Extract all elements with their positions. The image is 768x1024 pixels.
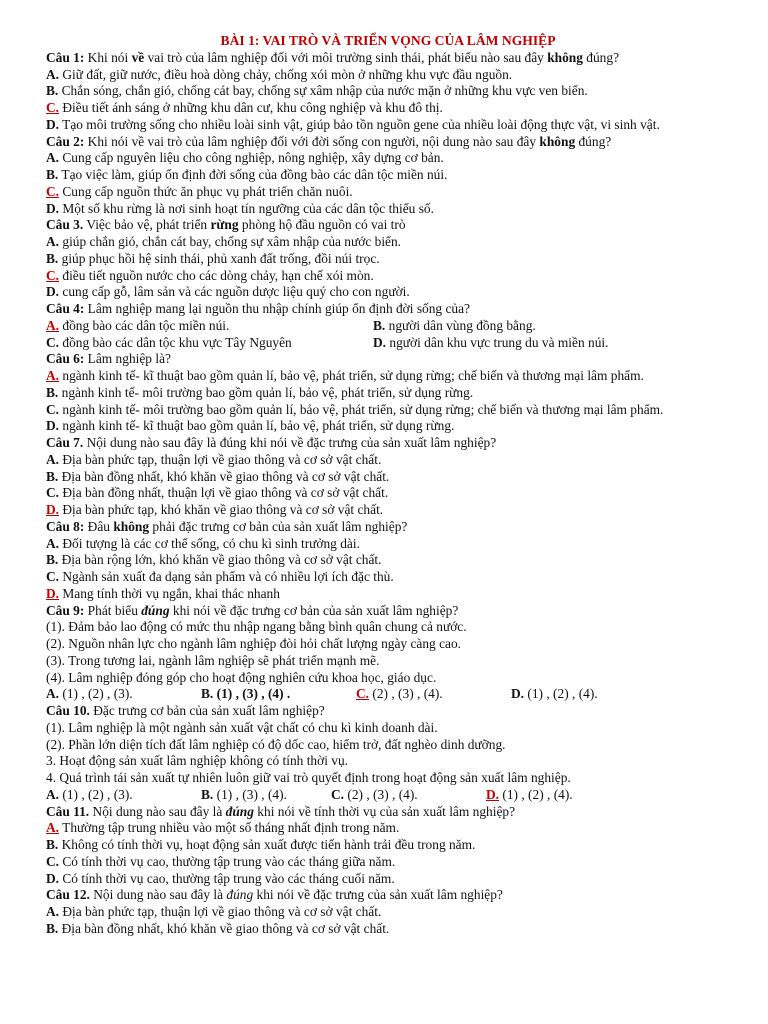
question-8-option-c: C. Ngành sản xuất đa dạng sản phẩm và có nhiều lợi ích đặc thù.	[46, 569, 394, 584]
question-9-statement: (4). Lâm nghiệp đóng góp cho hoạt động nghiên cứu khoa học, giáo dục.	[46, 669, 437, 685]
question-11: Câu 11. Nội dung nào sau đây là đúng khi nói về tính thời vụ của sản xuất lâm nghiệp?	[46, 803, 516, 819]
question-10-statement: 4. Quá trình tái sản xuất tự nhiên luôn giữ vai trò quyết định trong hoạt động sản xuất lâm nghiệp.	[46, 770, 571, 785]
question-8-option-d: D. Mang tính thời vụ ngắn, khai thác nhanh	[46, 585, 280, 601]
question-7: Câu 7. Nội dung nào sau đây là đúng khi nói về đặc trưng của sản xuất lâm nghiệp?	[46, 435, 497, 450]
answer-mark: C.	[46, 183, 60, 199]
question-7-option-b: B. Địa bàn đồng nhất, khó khăn về giao thông và cơ sở vật chất.	[46, 468, 390, 484]
question-4-option-c: C. đồng bào các dân tộc khu vực Tây Nguyên	[46, 334, 292, 350]
question-3: Câu 3. Việc bảo vệ, phát triển rừng phòng hộ đầu nguồn có vai trò	[46, 217, 406, 233]
question-2-option-a: A. Cung cấp nguyên liệu cho công nghiệp, nông nghiệp, xây dựng cơ bản.	[46, 150, 444, 166]
question-2-option-d: D. Một số khu rừng là nơi sinh hoạt tín ngưỡng của các dân tộc thiểu số.	[46, 200, 434, 216]
question-10: Câu 10. Đặc trưng cơ bản của sản xuất lâm nghiệp?	[46, 703, 325, 718]
question-4-option-b: B. người dân vùng đồng bằng.	[373, 317, 536, 333]
answer-mark: C.	[46, 267, 60, 283]
answer-mark: C.	[46, 100, 60, 115]
question-1-option-b: B. Chắn sóng, chắn gió, chống cát bay, chống sự xâm nhập của nước mặn ở những khu vực ven biển.	[46, 83, 588, 99]
question-12-option-b: B. Địa bàn đồng nhất, khó khăn về giao thông và cơ sở vật chất.	[46, 920, 390, 936]
question-2-option-b: B. Tạo việc làm, giúp ổn định đời sống của đồng bào các dân tộc miền núi.	[46, 167, 448, 182]
question-10-statement: (1). Lâm nghiệp là một ngành sản xuất vật chất có chu kì kinh doanh dài.	[46, 719, 438, 735]
question-6-option-b: B. ngành kinh tế- môi trường bao gồm quản lí, bảo vệ, phát triển, sử dụng rừng.	[46, 384, 474, 400]
answer-mark: A.	[46, 368, 60, 383]
question-2-option-c: C. Cung cấp nguồn thức ăn phục vụ phát triển chăn nuôi.	[46, 183, 353, 199]
answer-mark: D.	[46, 585, 60, 601]
question-12: Câu 12. Nội dung nào sau đây là đúng khi nói về đặc trưng của sản xuất lâm nghiệp?	[46, 887, 503, 903]
question-7-option-d: D. Địa bàn phức tạp, khó khăn về giao thông và cơ sở vật chất.	[46, 502, 384, 517]
answer-mark: A.	[46, 317, 60, 333]
question-7-option-a: A. Địa bàn phức tạp, thuận lợi về giao thông và cơ sở vật chất.	[46, 451, 382, 467]
question-9-statement: (2). Nguồn nhân lực cho ngành lâm nghiệp đòi hỏi chất lượng ngày càng cao.	[46, 636, 462, 651]
question-4: Câu 4: Lâm nghiệp mang lại nguồn thu nhập chính giúp ổn định đời sống của?	[46, 301, 471, 316]
question-10-statement: 3. Hoạt động sản xuất lâm nghiệp không có tính thời vụ.	[46, 753, 349, 769]
question-10-statement: (2). Phần lớn diện tích đất lâm nghiệp có độ dốc cao, hiểm trở, đất nghèo dinh dưỡng.	[46, 736, 506, 752]
question-10-option-a: A. (1) , (2) , (3).	[46, 786, 133, 802]
question-9-option-a: A. (1) , (2) , (3).	[46, 686, 133, 702]
answer-mark: D.	[486, 786, 500, 802]
question-1: Câu 1: Khi nói về vai trò của lâm nghiệp đối với môi trường sinh thái, phát biểu nào sau đây không đúng?	[46, 49, 620, 65]
question-8-option-a: A. Đối tượng là các cơ thể sống, có chu kì sinh trưởng dài.	[46, 535, 360, 551]
question-3-option-a: A. giúp chắn gió, chắn cát bay, chống sự xâm nhập của nước biển.	[46, 234, 402, 249]
question-9-statement: (1). Đảm bảo lao động có mức thu nhập ngang bằng bình quân chung cả nước.	[46, 619, 467, 635]
question-9-option-b: B. (1) , (3) , (4) .	[201, 686, 291, 702]
page-title: BÀI 1: VAI TRÒ VÀ TRIỂN VỌNG CỦA LÂM NGHIỆP	[220, 33, 556, 48]
question-3-option-d: D. cung cấp gỗ, lâm sản và các nguồn dược liệu quý cho con người.	[46, 284, 410, 300]
question-10-option-b: B. (1) , (3) , (4).	[201, 786, 287, 802]
answer-mark: A.	[46, 820, 60, 836]
question-4-options-row-1	[46, 318, 730, 335]
question-9: Câu 9: Phát biểu đúng khi nói về đặc trưng cơ bản của sản xuất lâm nghiệp?	[46, 602, 459, 618]
question-10-option-d: D. (1) , (2) , (4).	[486, 786, 573, 802]
question-6: Câu 6: Lâm nghiệp là?	[46, 351, 171, 367]
question-1-option-a: A. Giữ đất, giữ nước, điều hoà dòng chảy, chống xói mòn ở những khu vực đầu nguồn.	[46, 66, 513, 82]
question-4-options-row-2	[46, 335, 730, 352]
question-9-option-c: C. (2) , (3) , (4).	[356, 686, 443, 702]
question-3-option-c: C. điều tiết nguồn nước cho các dòng chảy, hạn chế xói mòn.	[46, 267, 374, 283]
question-11-option-a: A. Thường tập trung nhiều vào một số tháng nhất định trong năm.	[46, 820, 400, 836]
question-12-option-a: A. Địa bàn phức tạp, thuận lợi về giao thông và cơ sở vật chất.	[46, 904, 382, 919]
question-9-statement: (3). Trong tương lai, ngành lâm nghiệp sẽ phát triển mạnh mẽ.	[46, 652, 380, 668]
question-6-option-d: D. ngành kinh tế- kĩ thuật bao gồm quản lí, bảo vệ, phát triển, sử dụng rừng.	[46, 418, 455, 434]
question-11-option-d: D. Có tính thời vụ cao, thường tập trung vào các tháng cuối năm.	[46, 870, 395, 886]
question-6-option-a: A. ngành kinh tế- kĩ thuật bao gồm quản lí, bảo vệ, phát triển, sử dụng rừng; chế biến và thương mại lâm phẩm.	[46, 368, 644, 383]
answer-mark: D.	[46, 502, 60, 517]
question-4-option-a: A. đồng bào các dân tộc miền núi.	[46, 317, 230, 333]
question-11-option-c: C. Có tính thời vụ cao, thường tập trung vào các tháng giữa năm.	[46, 853, 396, 869]
question-7-option-c: C. Địa bàn đồng nhất, thuận lợi về giao thông và cơ sở vật chất.	[46, 485, 389, 501]
question-6-option-c: C. ngành kinh tế- môi trường bao gồm quản lí, bảo vệ, phát triển, sử dụng rừng; chế biến và thương mại lâm phẩm.	[46, 401, 664, 417]
question-10-options-row	[46, 787, 730, 804]
question-2: Câu 2: Khi nói về vai trò của lâm nghiệp đối với đời sống con người, nội dung nào sau đây không đúng?	[46, 133, 612, 149]
question-9-option-d: D. (1) , (2) , (4).	[511, 686, 598, 702]
answer-mark: C.	[356, 686, 370, 702]
question-10-option-c: C. (2) , (3) , (4).	[331, 786, 418, 802]
question-1-option-d: D. Tạo môi trường sống cho nhiều loài sinh vật, giúp bảo tồn nguồn gene của nhiều loài động thực vật, vi sinh vật.	[46, 116, 660, 132]
question-8-option-b: B. Địa bàn rộng lớn, khó khăn về giao thông và cơ sở vật chất.	[46, 552, 382, 568]
question-8: Câu 8: Đâu không phải đặc trưng cơ bản của sản xuất lâm nghiệp?	[46, 518, 408, 534]
question-11-option-b: B. Không có tính thời vụ, hoạt động sản xuất được tiến hành trải đều trong năm.	[46, 837, 476, 852]
question-4-option-d: D. người dân khu vực trung du và miền núi.	[373, 334, 609, 350]
question-1-option-c: C. Điều tiết ánh sáng ở những khu dân cư, khu công nghiệp và khu đô thị.	[46, 100, 443, 115]
question-3-option-b: B. giúp phục hồi hệ sinh thái, phủ xanh đất trống, đồi núi trọc.	[46, 250, 380, 266]
question-9-options-row	[46, 686, 730, 703]
